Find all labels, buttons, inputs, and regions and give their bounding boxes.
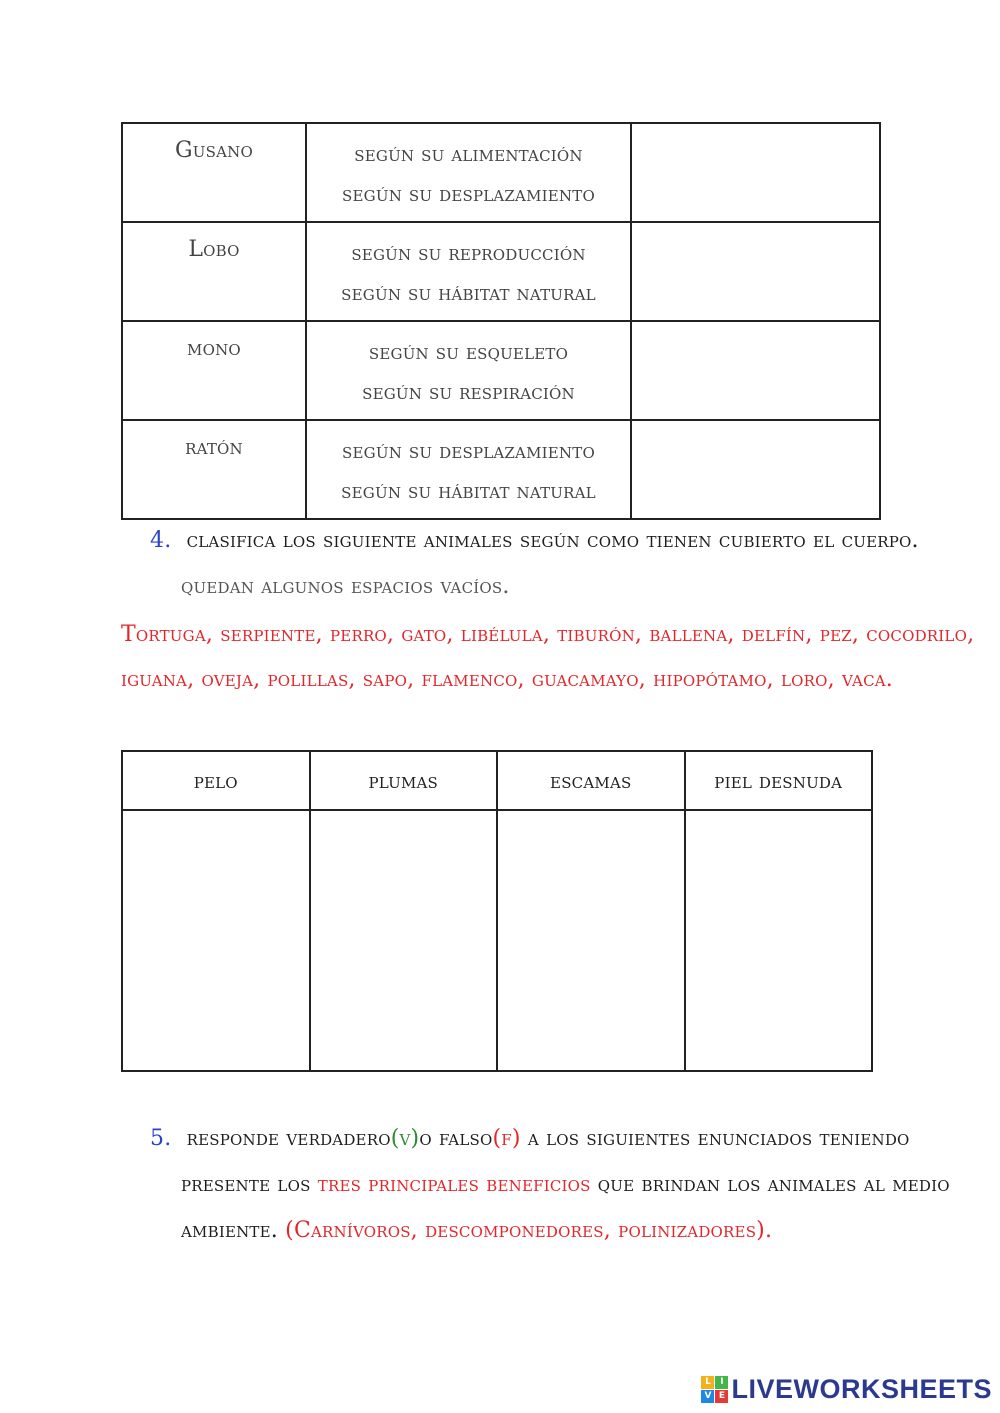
drop-zone-piel-desnuda[interactable] [685,810,873,1071]
answer-cell[interactable] [631,321,880,420]
criteria-line: según su hábitat natural [341,479,596,503]
q5-line2 [181,1170,950,1200]
logo-mark-l: L [701,1376,714,1389]
liveworksheets-logo [701,1374,992,1405]
body-covering-table [121,750,873,1072]
q5-text: ambiente. [181,1218,286,1243]
answer-cell[interactable] [631,222,880,321]
q5-number: 5. [150,1126,172,1151]
header-row [122,751,872,810]
logo-mark-e: E [715,1390,728,1403]
animal-list-line2: iguana, oveja, polillas, sapo, flamenco, guacamayo, hipopótamo, loro, vaca. [121,667,893,692]
animal-name: Lobo [122,222,306,321]
logo-mark-i: I [715,1376,728,1389]
criteria-line: según su reproducción [351,241,586,265]
answer-row [122,810,872,1071]
q5-text: que brindan los animales al medio [590,1172,950,1197]
criteria-cell [306,420,631,519]
q5-line3 [181,1216,772,1246]
logo-mark [701,1376,728,1403]
q4-line1: clasifica los siguiente animales según como tienen cubierto el cuerpo. [186,528,919,553]
benefits-list: (Carnívoros, descomponedores, polinizadores). [285,1218,773,1243]
drop-zone-plumas[interactable] [310,810,498,1071]
header-plumas: plumas [310,751,498,810]
animal-criteria-table [121,122,881,520]
header-escamas: escamas [497,751,685,810]
criteria-line: según su desplazamiento [342,182,595,206]
criteria-line: según su respiración [362,380,575,404]
table-row [122,321,880,420]
animal-name: ratón [122,420,306,519]
benefits-highlight: tres principales beneficios [317,1172,591,1197]
answer-cell[interactable] [631,420,880,519]
false-marker: (f) [492,1126,521,1151]
q4-number: 4. [150,528,172,553]
criteria-line: según su desplazamiento [342,439,595,463]
criteria-line: según su esqueleto [368,340,569,364]
drop-zone-escamas[interactable] [497,810,685,1071]
header-piel-desnuda: piel desnuda [685,751,873,810]
q5-line1 [150,1124,910,1154]
table-row [122,420,880,519]
q5-text: responde verdadero [186,1126,391,1151]
logo-mark-v: V [701,1390,714,1403]
drop-zone-pelo[interactable] [122,810,310,1071]
criteria-cell [306,321,631,420]
answer-cell[interactable] [631,123,880,222]
q4-line2: quedan algunos espacios vacíos. [181,574,510,599]
animal-name: Gusano [122,123,306,222]
true-marker: (v) [390,1126,420,1151]
logo-text: LIVEWORKSHEETS [731,1374,992,1404]
header-pelo: pelo [122,751,310,810]
criteria-cell [306,123,631,222]
table-row [122,222,880,321]
q4-instruction [150,526,919,556]
q5-text: a los siguientes enunciados teniendo [520,1126,910,1151]
q5-text: o falso [419,1126,493,1151]
criteria-line: según su alimentación [354,142,583,166]
criteria-cell [306,222,631,321]
table-row [122,123,880,222]
animal-list-line1: Tortuga, serpiente, perro, gato, libélula, tiburón, ballena, delfín, pez, cocodrilo, [121,622,975,647]
q5-text: presente los [181,1172,318,1197]
criteria-line: según su hábitat natural [341,281,596,305]
animal-name: mono [122,321,306,420]
